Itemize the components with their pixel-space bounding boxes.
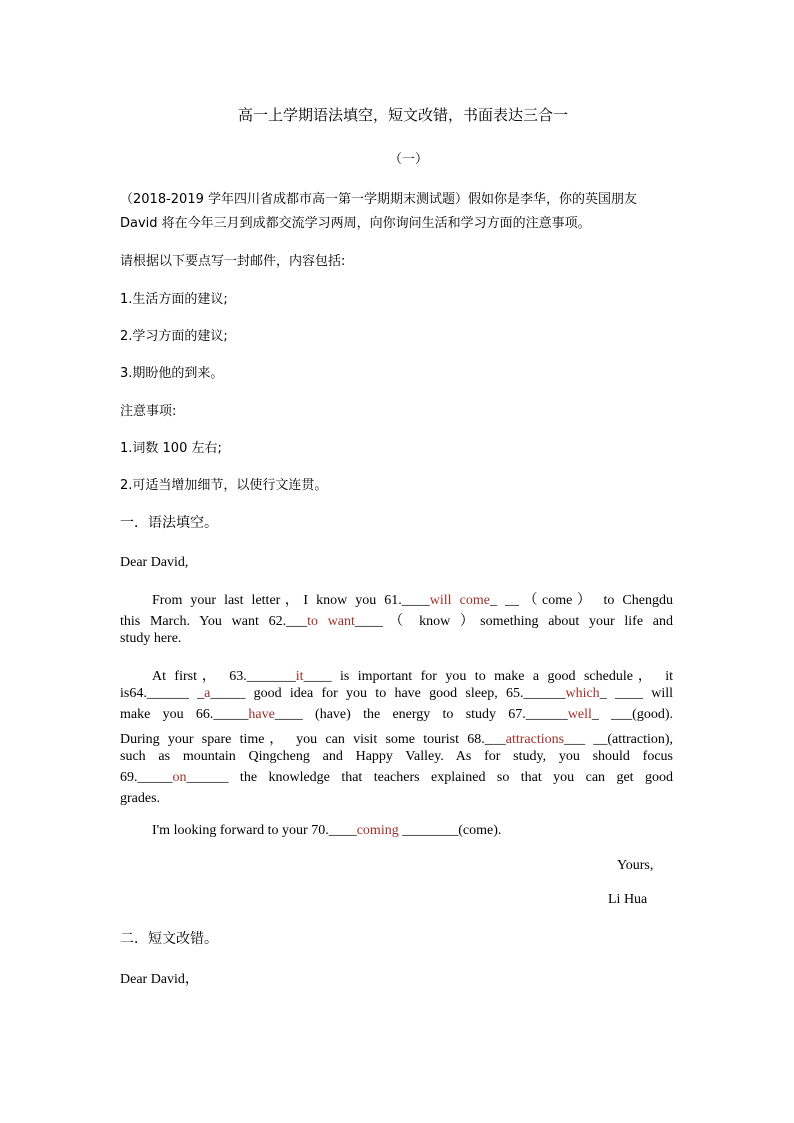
letter-greeting: Dear David, [120, 555, 189, 570]
section-2-heading: 二．短文改错。 [120, 931, 218, 947]
p3-line-1: I'm looking forward to your 70.____coming ________(come). [152, 823, 502, 838]
prompt-line-2: David 将在今年三月到成都交流学习两周，向你询问生活和学习方面的注意事项。 [120, 216, 591, 231]
answer-62: to want [307, 614, 355, 629]
p2-line-4: During your spare time， you can visit some tourist 68.___attractions___ __(attraction), [120, 732, 674, 747]
part-number: （一） [389, 152, 429, 167]
p2-line-3: make you 66._____have____ (have) the energy to study 67.______well_ ___(good). [120, 707, 674, 722]
answer-70: coming [356, 823, 399, 838]
p2-line-1: At first， 63._______it____ is important for you to make a good schedule， it [152, 669, 673, 684]
notes-heading: 注意事项: [120, 404, 177, 419]
p1-line-2: this March. You want 62.___to want____（ know ）something about your life and [120, 614, 674, 629]
prompt-instruction: 请根据以下要点写一封邮件，内容包括: [120, 254, 346, 269]
section-1-heading: 一．语法填空。 [120, 515, 218, 531]
prompt-line-1: （2018-2019 学年四川省成都市高一第一学期期末测试题）假如你是李华，你的英国朋友 [120, 192, 637, 207]
prompt-point-3: 3.期盼他的到来。 [120, 366, 224, 381]
p2-line-6: 69._____on______ the knowledge that teachers explained so that you can get good [120, 770, 673, 785]
section-2-greeting: Dear David， [120, 972, 199, 987]
answer-68: attractions [505, 732, 565, 747]
p2-line-7: grades. [120, 791, 161, 806]
prompt-point-2: 2.学习方面的建议; [120, 329, 228, 344]
letter-closing: Yours, [617, 858, 654, 873]
answer-66: have [248, 707, 275, 722]
document-title: 高一上学期语法填空，短文改错，书面表达三合一 [238, 106, 569, 124]
p1-line-1: From your last letter，I know you 61.____will come_ __（come） to Chengdu [152, 593, 673, 608]
p2-line-2: is64.______ _a_____ good idea for you to have good sleep, 65.______which_ ____ will [120, 686, 674, 701]
note-2: 2.可适当增加细节，以使行文连贯。 [120, 478, 328, 493]
answer-65: which [565, 686, 600, 701]
answer-69: on [172, 770, 187, 785]
answer-61: will come [429, 593, 490, 608]
answer-64: a [204, 686, 211, 701]
p2-line-5: such as mountain Qingcheng and Happy Valley. As for study, you should focus [120, 749, 673, 764]
note-1: 1.词数 100 左右; [120, 441, 222, 456]
p1-line-3: study here. [120, 631, 182, 646]
answer-63: it [295, 669, 304, 684]
answer-67: well [567, 707, 592, 722]
prompt-point-1: 1.生活方面的建议; [120, 292, 228, 307]
letter-signature: Li Hua [608, 892, 648, 907]
